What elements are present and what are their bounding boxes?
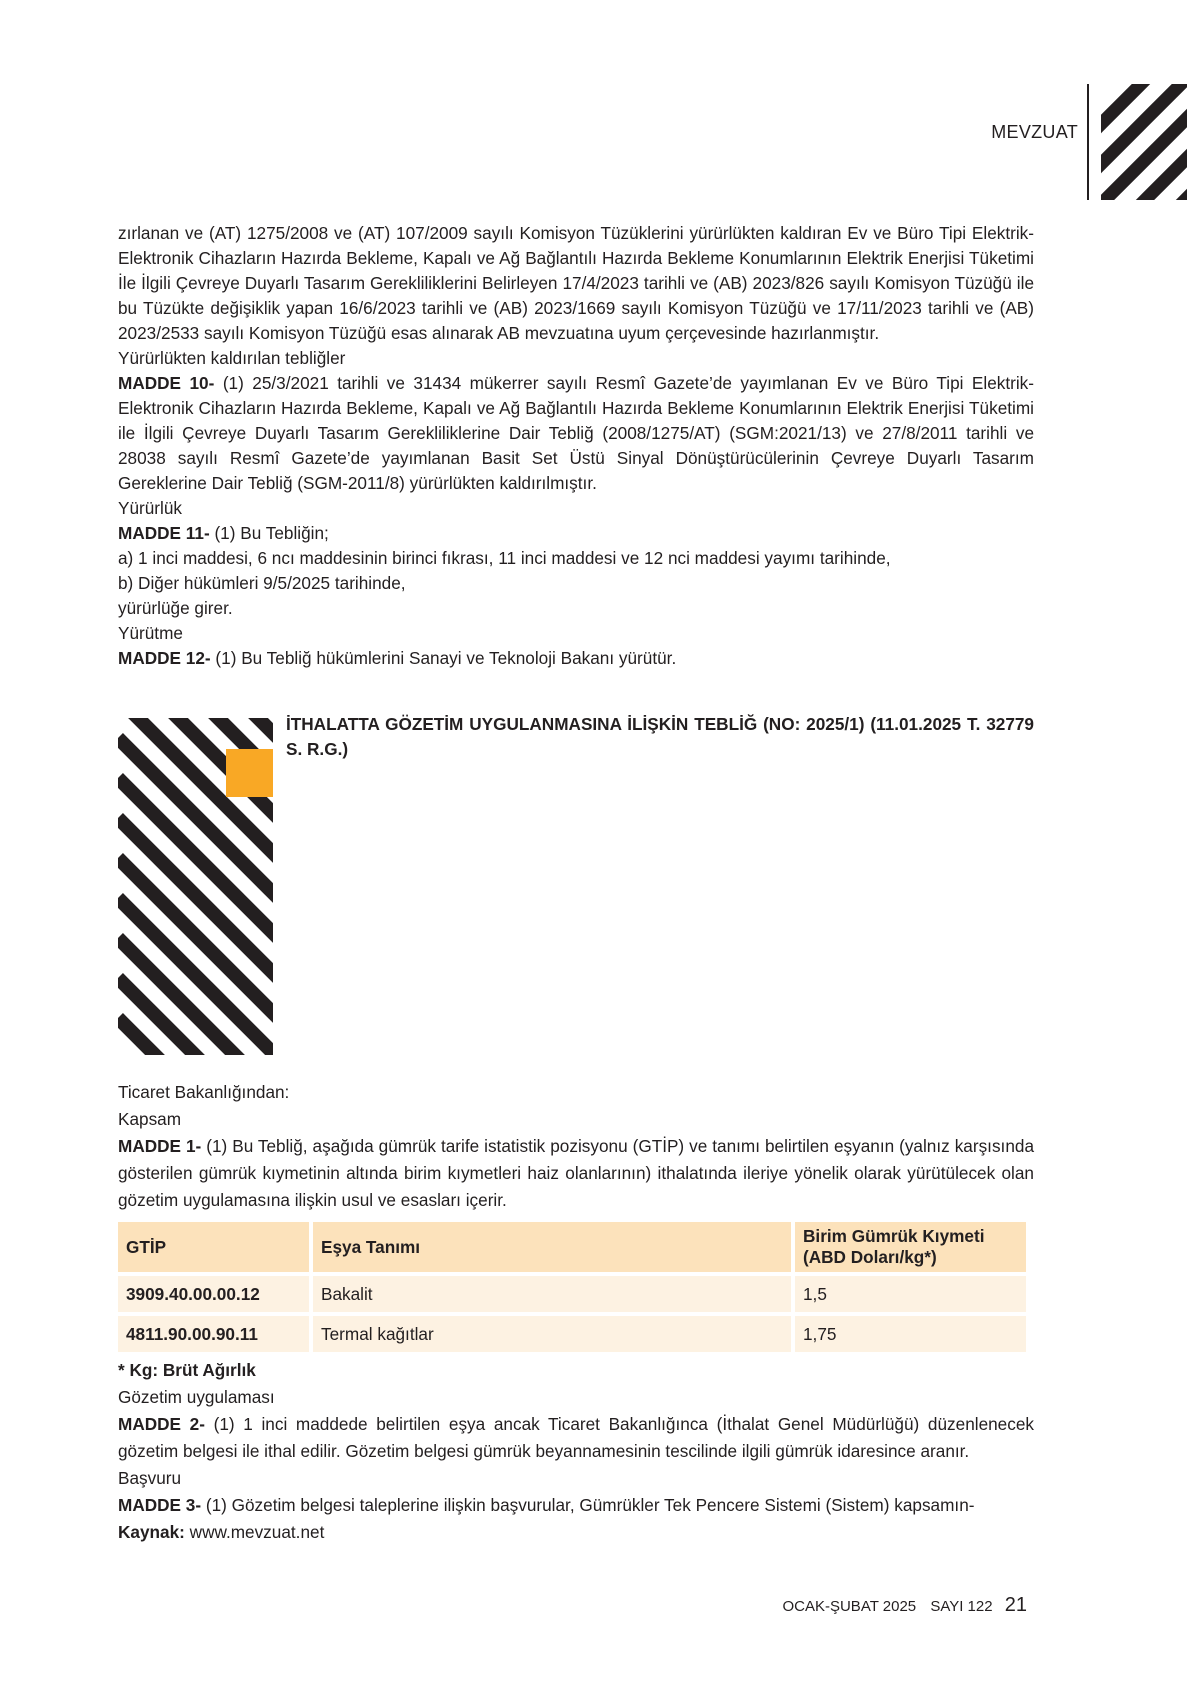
table-cell-value: 1,75 <box>795 1316 1026 1352</box>
table-row <box>118 1316 1026 1352</box>
article-11-b: b) Diğer hükümleri 9/5/2025 tarihinde, <box>118 573 406 593</box>
source-line <box>118 1519 1034 1546</box>
article-11-a: a) 1 inci maddesi, 6 ncı maddesinin birinci fıkrası, 11 inci maddesi ve 12 nci maddesi yayımı tarihinde, <box>118 548 891 568</box>
table-cell-gtip: 4811.90.00.90.11 <box>118 1316 309 1352</box>
table-note <box>118 1357 1034 1384</box>
paragraph-intro: zırlanan ve (AT) 1275/2008 ve (AT) 107/2009 sayılı Komisyon Tüzüklerini yürürlükten kaldıran Ev ve Büro Tipi Elektrik-Elektronik Cihazların Hazırda Bekleme, Kapalı ve Ağ Bağlantılı Hazırda Bekleme Konumlarının Elektrik Enerjisi Tüketimi İle İlgili Çevreye Duyarlı Tasarım Gerekliliklerini Belirleyen 17/4/2023 tarihli ve (AB) 2023/826 sayılı Komisyon Tüzüğü ile bu Tüzükte değişiklik yapan 16/6/2023 tarihli ve (AB) 2023/1669 sayılı Komisyon Tüzüğü ve 17/11/2023 tarihli ve (AB) 2023/2533 sayılı Komisyon Tüzüğü esas alınarak AB mevzuatına uyum çerçevesinde hazırlanmıştır. <box>118 223 1034 343</box>
page-number: 21 <box>1004 1594 1027 1616</box>
article-1 <box>118 1133 1034 1214</box>
table-row <box>118 1276 1026 1312</box>
table-cell-gtip: 3909.40.00.00.12 <box>118 1276 309 1312</box>
article-3-text: (1) Gözetim belgesi taleplerine ilişkin başvurular, Gümrükler Tek Pencere Sistemi (Sistem) kapsamın- <box>201 1495 975 1515</box>
header-divider <box>1087 84 1089 200</box>
article-2 <box>118 1411 1034 1465</box>
article-2-text: (1) 1 inci maddede belirtilen eşya ancak Ticaret Bakanlığınca (İthalat Genel Müdürlüğü) düzenlenecek gözetim belgesi ile ithal edilir. Gözetim belgesi gümrük beyannamesinin tescilinde ilgili gümrük idaresince aranır. <box>118 1414 1034 1461</box>
source-link[interactable]: www.mevzuat.net <box>184 1522 325 1542</box>
table-header-description: Eşya Tanımı <box>313 1222 791 1272</box>
article-12-text: (1) Bu Tebliğ hükümlerini Sanayi ve Teknoloji Bakanı yürütür. <box>210 648 677 668</box>
heading-effect: Yürürlük <box>118 498 182 518</box>
article-10-label: MADDE 10- <box>118 373 215 393</box>
article-2-label: MADDE 2- <box>118 1414 205 1434</box>
article-10 <box>118 371 1034 496</box>
notice-body <box>118 1079 1034 1214</box>
article-10-text: (1) 25/3/2021 tarihli ve 31434 mükerrer sayılı Resmî Gazete’de yayımlanan Ev ve Büro Tipi Elektrik-Elektronik Cihazların Hazırda Bekleme, Kapalı ve Ağ Bağlantılı Hazırda Bekleme Konumlarının Elektrik Enerjisi Tüketimi ile İlgili Çevreye Duyarlı Tasarım Gerekliliklerine Dair Tebliğ (2008/1275/AT) (SGM:2021/13) ve 27/8/2011 tarihli ve 28038 sayılı Resmî Gazete’de yayımlanan Basit Set Üstü Sinyal Dönüştürücülerinin Çevreye Duyarlı Tasarım Gereklerine Dair Tebliğ (SGM-2011/8) yürürlükten kaldırılmıştır. <box>118 373 1034 493</box>
article-body <box>118 221 1034 671</box>
article-11-c: yürürlüğe girer. <box>118 598 233 618</box>
article-11-label: MADDE 11- <box>118 523 210 543</box>
page-footer <box>772 1594 1027 1617</box>
heading-surveillance: Gözetim uygulaması <box>118 1387 275 1407</box>
article-1-text: (1) Bu Tebliğ, aşağıda gümrük tarife istatistik pozisyonu (GTİP) ve tanımı belirtilen eşyanın (yalnız karşısında gösterilen gümrük kıymetinin altında birim kıymetleri haiz olanlarının) ithalatında ileriye yönelik olarak yürütülecek olan gözetim uygulamasına ilişkin usul ve esasları içerir. <box>118 1136 1034 1210</box>
source-label: Kaynak: <box>118 1522 185 1542</box>
table-cell-value: 1,5 <box>795 1276 1026 1312</box>
stripe-logo-icon <box>1101 84 1187 200</box>
article-3-label: MADDE 3- <box>118 1495 202 1515</box>
heading-application: Başvuru <box>118 1468 182 1488</box>
issue-date: OCAK-ŞUBAT 2025 <box>782 1598 917 1615</box>
gtip-table <box>114 1218 1030 1356</box>
table-note-text: * Kg: Brüt Ağırlık <box>118 1360 256 1380</box>
article-11-text: (1) Bu Tebliğin; <box>209 523 329 543</box>
table-header-gtip: GTİP <box>118 1222 309 1272</box>
article-3 <box>118 1492 1034 1519</box>
article-1-label: MADDE 1- <box>118 1136 202 1156</box>
issue-number: SAYI 122 <box>930 1598 993 1615</box>
heading-repealed: Yürürlükten kaldırılan tebliğler <box>118 348 346 368</box>
heading-scope: Kapsam <box>118 1109 182 1129</box>
table-cell-description: Termal kağıtlar <box>313 1316 791 1352</box>
section-label: MEVZUAT <box>991 122 1078 142</box>
notice-title: İTHALATTA GÖZETİM UYGULANMASINA İLİŞKİN TEBLİĞ (NO: 2025/1) (11.01.2025 T. 32779 S. R.G.) <box>286 714 1034 759</box>
article-11 <box>118 521 1034 546</box>
table-header-value: Birim Gümrük Kıymeti (ABD Doları/kg*) <box>795 1222 1026 1272</box>
notice-body-continued <box>118 1357 1034 1546</box>
article-12 <box>118 646 1034 671</box>
accent-square <box>226 749 273 797</box>
table-cell-description: Bakalit <box>313 1276 791 1312</box>
article-12-label: MADDE 12- <box>118 648 211 668</box>
ministry-line: Ticaret Bakanlığından: <box>118 1082 290 1102</box>
table-header-row <box>118 1222 1026 1272</box>
heading-execution: Yürütme <box>118 623 183 643</box>
